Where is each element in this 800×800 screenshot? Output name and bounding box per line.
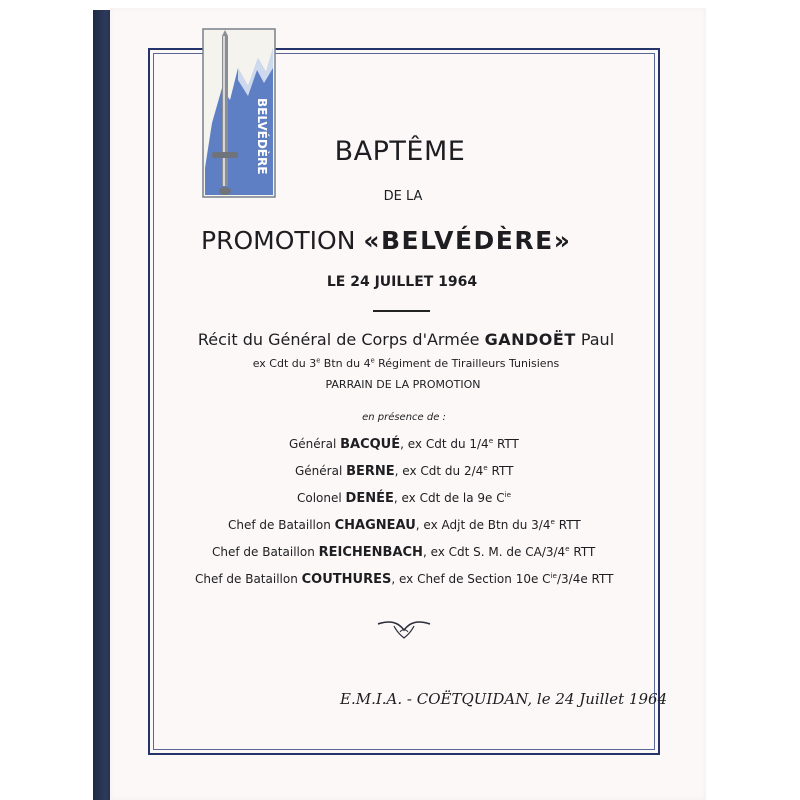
recit-name: GANDOËT — [484, 330, 576, 349]
attendee-rank: Chef de Bataillon — [212, 545, 319, 559]
recit-line — [198, 330, 614, 349]
attendee-detail: , ex Cdt S. M. de CA/3/4 — [422, 545, 566, 559]
recit-ex-command-part-b: Btn du 4 — [320, 357, 371, 370]
recit-prefix: Récit du Général de Corps d'Armée — [197, 330, 485, 349]
recit-sup-1: e — [316, 356, 321, 365]
attendee-row — [228, 518, 581, 533]
attendee-rank: Général — [289, 437, 341, 451]
title-date: LE 24 JUILLET 1964 — [326, 274, 478, 290]
signoff-place-date: E.M.I.A. - COËTQUIDAN, le 24 Juillet 1964 — [340, 690, 668, 708]
attendee-sup: e — [488, 436, 494, 445]
attendee-name: COUTHURES — [301, 572, 392, 587]
title-promotion — [201, 226, 571, 255]
attendee-name: DENÉE — [345, 491, 394, 506]
recit-parrain: PARRAIN DE LA PROMOTION — [325, 378, 481, 391]
attendee-detail: , ex Adjt de Btn du 3/4 — [415, 518, 551, 532]
attendee-row — [295, 464, 513, 479]
attendee-name: CHAGNEAU — [334, 518, 416, 533]
attendee-sup: e — [550, 517, 555, 526]
attendee-row — [212, 545, 595, 560]
attendee-detail: , ex Chef de Section 10e C — [391, 572, 551, 586]
attendee-sup: e — [483, 463, 488, 472]
title-divider — [373, 310, 430, 312]
title-de-la: DE LA — [383, 189, 423, 204]
attendee-name: REICHENBACH — [318, 545, 423, 560]
attendee-name: BACQUÉ — [340, 437, 401, 452]
insignia-label: BELVÉDÈRE — [255, 98, 269, 175]
recit-sup-2: e — [370, 356, 375, 365]
recit-ex-command-part-a: ex Cdt du 3 — [252, 357, 317, 370]
recit-ex-command-part-c: Régiment de Tirailleurs Tunisiens — [374, 357, 560, 370]
attendee-detail-end: RTT — [487, 464, 514, 478]
attendee-row — [297, 491, 511, 506]
attendee-sup: ie — [550, 571, 557, 580]
attendee-detail: , ex Cdt de la 9e C — [393, 491, 505, 505]
recit-suffix: Paul — [575, 330, 615, 349]
recit-ex-command — [253, 357, 560, 370]
promotion-name: «BELVÉDÈRE» — [363, 226, 572, 255]
attendee-row — [289, 437, 519, 452]
attendee-rank: Colonel — [297, 491, 346, 505]
attendee-detail-end: /3/4e RTT — [556, 572, 614, 586]
attendee-rank: Chef de Bataillon — [228, 518, 335, 532]
attendee-rank: Général — [295, 464, 347, 478]
belvedere-insignia-emblem — [202, 28, 276, 198]
attendee-sup: e — [565, 544, 570, 553]
attendee-rank: Chef de Bataillon — [195, 572, 302, 586]
attendee-name: BERNE — [346, 464, 395, 479]
title-bapteme: BAPTÊME — [334, 136, 466, 167]
attendee-row — [195, 572, 613, 587]
attendee-detail: , ex Cdt du 1/4 — [400, 437, 489, 451]
promotion-prefix: PROMOTION — [201, 226, 364, 255]
attendee-detail-end: RTT — [493, 437, 519, 451]
flourish-ornament — [376, 618, 432, 640]
attendee-sup: ie — [504, 490, 512, 499]
presence-label: en présence de : — [362, 412, 446, 423]
attendee-detail: , ex Cdt du 2/4 — [394, 464, 484, 478]
attendee-detail-end: RTT — [554, 518, 581, 532]
attendee-detail-end: RTT — [569, 545, 596, 559]
